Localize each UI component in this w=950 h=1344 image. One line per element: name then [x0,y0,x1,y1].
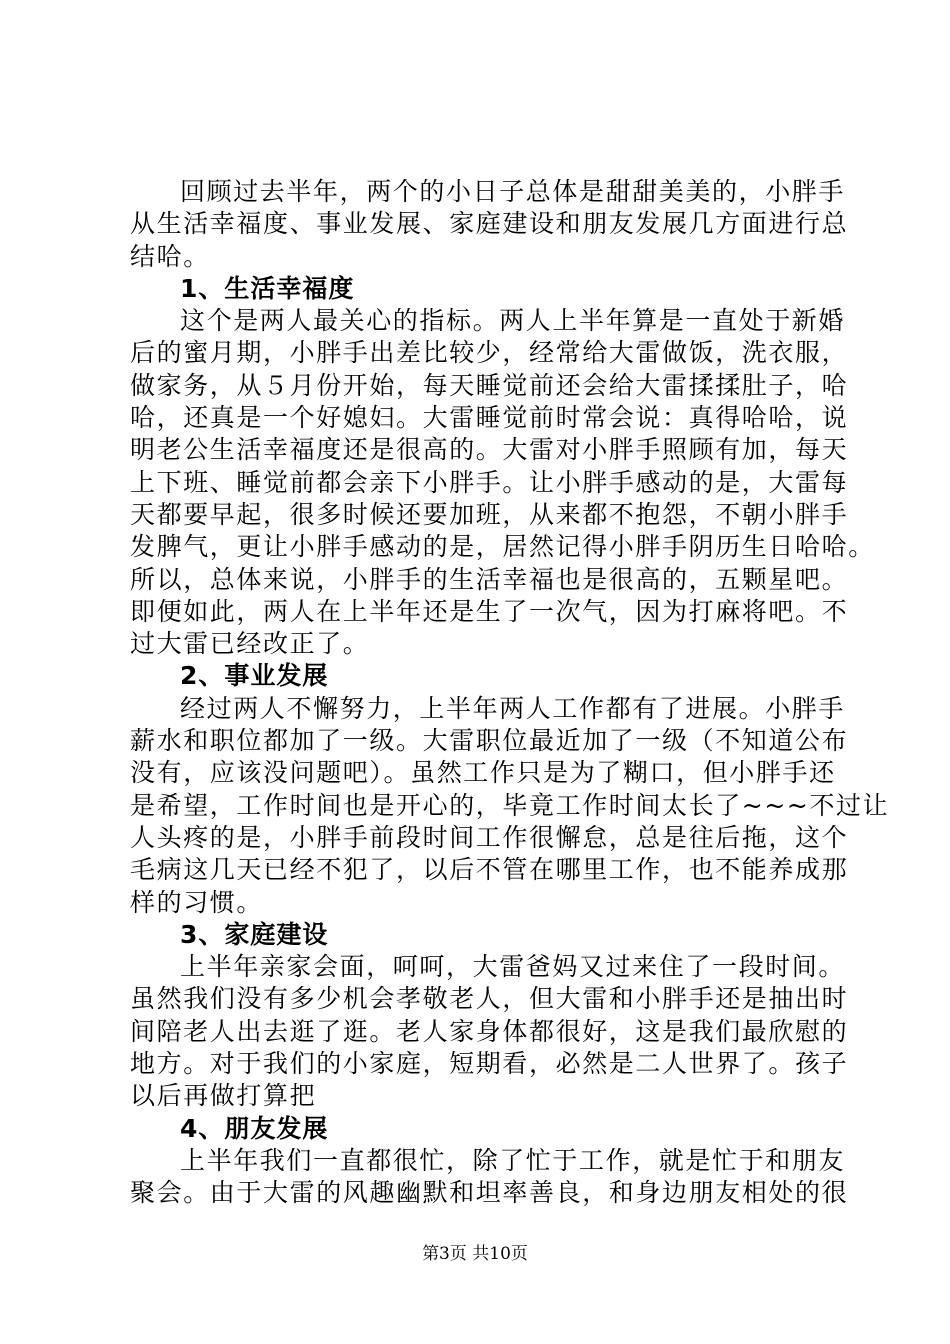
paragraph-line: 没有，应该没问题吧）。虽然工作只是为了糊口，但小胖手还 [130,758,836,788]
page-number-footer: 第3页 共10页 [422,1244,528,1264]
intro-line-1: 回顾过去半年，两个的小日子总体是甜甜美美的，小胖手 [180,177,846,206]
paragraph-line: 聚会。由于大雷的风趣幽默和坦率善良，和身边朋友相处的很 [130,1178,849,1208]
section-heading-happiness: 1、生活幸福度 [180,273,355,303]
paragraph-line: 明老公生活幸福度还是很高的。大雷对小胖手照顾有加，每天 [130,435,849,465]
paragraph-line: 上半年亲家会面，呵呵，大雷爸妈又过来住了一段时间。 [180,952,846,982]
paragraph-line: 样的习惯。 [130,887,264,917]
paragraph-line: 毛病这几天已经不犯了，以后不管在哪里工作，也不能养成那 [130,855,849,885]
document-body [130,176,890,1210]
paragraph-line: 人头疼的是，小胖手前段时间工作很懈怠，总是往后拖，这个 [130,822,849,852]
paragraph-line: 即便如此，两人在上半年还是生了一次气，因为打麻将吧。不 [130,596,849,626]
intro-line-2: 从生活幸福度、事业发展、家庭建设和朋友发展几方面进行总 [130,209,849,239]
paragraph-line: 间陪老人出去逛了逛。老人家身体都很好，这是我们最欣慰的 [130,1016,849,1046]
paragraph-line: 做家务，从５月份开始，每天睡觉前还会给大雷揉揉肚子，哈 [130,370,849,400]
paragraph-line: 地方。对于我们的小家庭，短期看，必然是二人世界了。孩子 [130,1049,849,1079]
paragraph-line: 是希望，工作时间也是开心的，毕竟工作时间太长了~~~不过让 [130,790,890,820]
paragraph-line: 后的蜜月期，小胖手出差比较少，经常给大雷做饭，洗衣服， [130,338,849,368]
paragraph-line: 天都要早起，很多时候还要加班，从来都不抱怨，不朝小胖手 [130,499,849,529]
section-heading-career: 2、事业发展 [180,661,329,691]
section-heading-friends: 4、朋友发展 [180,1113,329,1143]
intro-line-3: 结哈。 [130,241,210,271]
paragraph-line: 虽然我们没有多少机会孝敬老人，但大雷和小胖手还是抽出时 [130,984,849,1014]
paragraph-line: 上下班、睡觉前都会亲下小胖手。让小胖手感动的是，大雷每 [130,467,849,497]
paragraph-line: 上半年我们一直都很忙，除了忙于工作，就是忙于和朋友 [180,1145,846,1175]
paragraph-line: 这个是两人最关心的指标。两人上半年算是一直处于新婚 [180,306,846,336]
paragraph-line: 以后再做打算把 [130,1081,317,1111]
paragraph-line: 所以，总体来说，小胖手的生活幸福也是很高的，五颗星吧。 [130,564,849,594]
paragraph-line: 哈，还真是一个好媳妇。大雷睡觉前时常会说：真得哈哈，说 [130,403,849,433]
paragraph-line: 薪水和职位都加了一级。大雷职位最近加了一级（不知道公布 [130,726,849,756]
paragraph-line: 过大雷已经改正了。 [130,629,370,659]
paragraph-line: 经过两人不懈努力，上半年两人工作都有了进展。小胖手 [180,693,846,723]
paragraph-line: 发脾气，更让小胖手感动的是，居然记得小胖手阴历生日哈哈。 [130,532,875,562]
section-heading-family: 3、家庭建设 [180,919,329,949]
